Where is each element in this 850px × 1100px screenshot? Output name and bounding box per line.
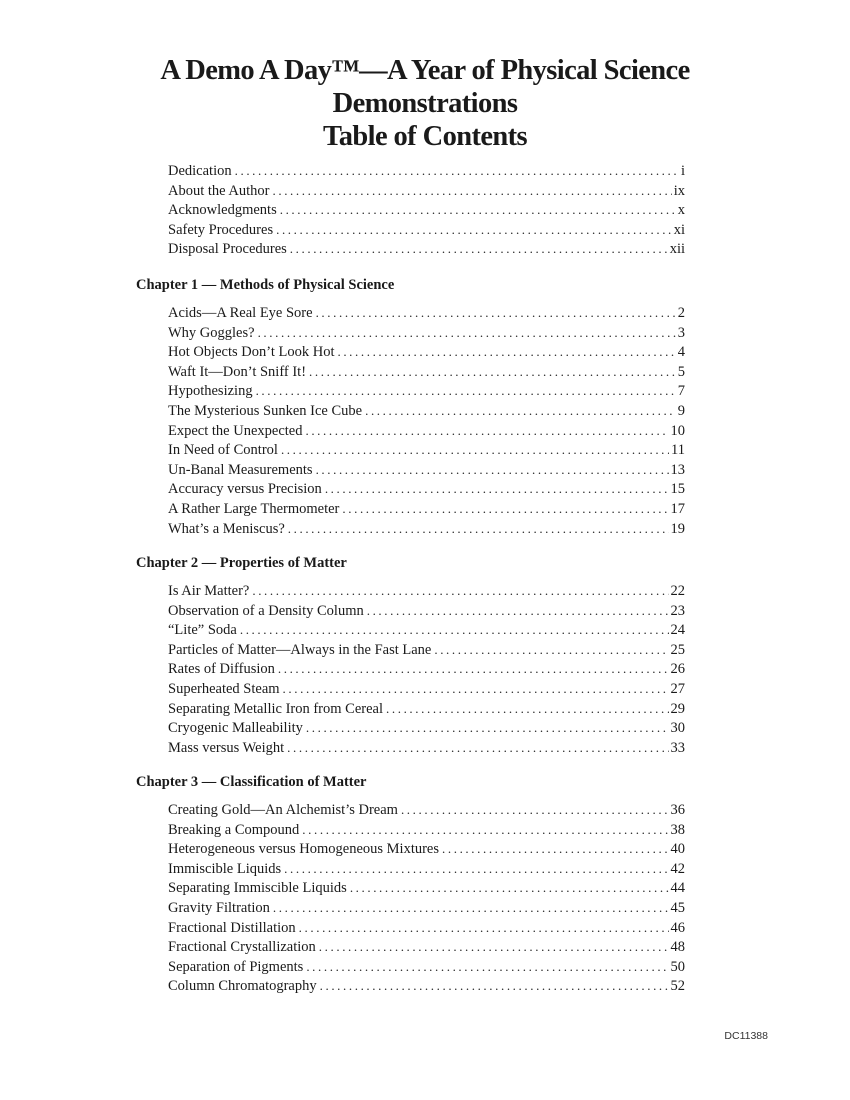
toc-entry xyxy=(168,859,685,879)
dot-leader xyxy=(258,323,676,343)
toc-entry xyxy=(168,679,685,699)
toc-entry xyxy=(168,800,685,820)
toc-page-number: 11 xyxy=(671,442,685,459)
toc-entry-title: Rates of Diffusion xyxy=(168,661,275,678)
dot-leader xyxy=(283,679,669,699)
dot-leader xyxy=(319,937,669,957)
dot-leader xyxy=(235,161,679,181)
toc-entry xyxy=(168,659,685,679)
toc-page-number: 26 xyxy=(670,661,685,678)
dot-leader xyxy=(256,381,676,401)
toc-page-number: 46 xyxy=(670,919,685,936)
toc-page-number: 13 xyxy=(670,461,685,478)
toc-entry-title: Particles of Matter—Always in the Fast Lane xyxy=(168,641,432,658)
toc-entry-title: Separating Immiscible Liquids xyxy=(168,880,347,897)
dot-leader xyxy=(273,181,672,201)
dot-leader xyxy=(342,499,668,519)
toc-entry-title: Expect the Unexpected xyxy=(168,422,303,439)
toc-page-number: 38 xyxy=(670,821,685,838)
dot-leader xyxy=(287,738,668,758)
toc-entry xyxy=(168,479,685,499)
toc-entry xyxy=(168,699,685,719)
dot-leader xyxy=(325,479,669,499)
toc-entry xyxy=(168,381,685,401)
toc-entry-title: Is Air Matter? xyxy=(168,583,250,599)
toc-page-number: 29 xyxy=(670,700,685,717)
dot-leader xyxy=(316,303,676,323)
toc-entry-title: Accuracy versus Precision xyxy=(168,481,322,498)
toc-page-number: i xyxy=(680,163,685,179)
toc-page-number: 17 xyxy=(670,501,685,517)
title-line-1: A Demo A Day™—A Year of Physical Science xyxy=(160,55,690,86)
toc-entry-title: Immiscible Liquids xyxy=(168,860,282,877)
toc-page-number: 52 xyxy=(670,978,685,995)
toc-page-number: 44 xyxy=(670,880,685,897)
toc-entry xyxy=(168,839,685,859)
toc-entry-title: Fractional Crystallization xyxy=(168,939,316,956)
toc-entry-title: Creating Gold—An Alchemist’s Dream xyxy=(168,802,398,818)
dot-leader xyxy=(281,440,669,460)
toc-entry xyxy=(168,878,685,898)
toc-entry-title: Acknowledgments xyxy=(168,202,277,219)
page-title xyxy=(0,54,850,153)
dot-leader xyxy=(288,519,669,539)
dot-leader xyxy=(290,239,668,259)
toc-entry-title: About the Author xyxy=(168,182,270,199)
toc-entry xyxy=(168,342,685,362)
dot-leader xyxy=(434,640,668,660)
toc-entry xyxy=(168,718,685,738)
toc-entry xyxy=(168,581,685,601)
toc-entry-title: Waft It—Don’t Sniff It! xyxy=(168,363,307,380)
toc-page-number: 19 xyxy=(670,520,685,537)
toc-entry xyxy=(168,200,685,220)
toc-page-number: 5 xyxy=(677,363,685,380)
toc-page-number: 50 xyxy=(670,958,685,975)
dot-leader xyxy=(306,718,669,738)
toc-entry xyxy=(168,220,685,240)
toc-page-number: 24 xyxy=(670,622,685,639)
toc-entry-title: Safety Procedures xyxy=(168,221,274,238)
toc-entry xyxy=(168,421,685,441)
toc-entry xyxy=(168,738,685,758)
toc-entry xyxy=(168,239,685,259)
toc-entry xyxy=(168,460,685,480)
dot-leader xyxy=(276,220,672,240)
toc-entry-title: Dedication xyxy=(168,163,232,179)
dot-leader xyxy=(367,601,669,621)
toc-entry-title: Superheated Steam xyxy=(168,681,280,697)
toc-entry-title: Un-Banal Measurements xyxy=(168,461,313,478)
toc-entry xyxy=(168,918,685,938)
toc-entry-title: Hypothesizing xyxy=(168,383,253,400)
toc-page-number: 40 xyxy=(670,841,685,858)
dot-leader xyxy=(305,421,668,441)
toc-entry-title: Breaking a Compound xyxy=(168,821,300,838)
dot-leader xyxy=(365,401,676,421)
dot-leader xyxy=(309,362,676,382)
toc-entry-title: The Mysterious Sunken Ice Cube xyxy=(168,403,363,419)
dot-leader xyxy=(252,581,668,601)
toc-page-number: 48 xyxy=(670,939,685,956)
toc-entry-title: Hot Objects Don’t Look Hot xyxy=(168,344,335,361)
chapter-heading: Chapter 3 — Classification of Matter xyxy=(136,774,367,790)
toc-entry-title: A Rather Large Thermometer xyxy=(168,501,340,517)
toc-entry-title: Acids—A Real Eye Sore xyxy=(168,305,313,321)
toc-page-number: 2 xyxy=(677,305,685,321)
toc-entry xyxy=(168,898,685,918)
toc-page-number: 42 xyxy=(670,860,685,877)
document-code: DC11388 xyxy=(724,1030,768,1042)
dot-leader xyxy=(284,859,668,879)
dot-leader xyxy=(316,460,669,480)
title-line-2: Demonstrations xyxy=(332,88,518,119)
toc-page-number: 30 xyxy=(670,720,685,737)
toc-page-number: 33 xyxy=(670,739,685,756)
dot-leader xyxy=(273,898,669,918)
toc-page-number: x xyxy=(677,202,685,219)
dot-leader xyxy=(306,957,668,977)
toc-entry xyxy=(168,519,685,539)
toc-entry xyxy=(168,161,685,181)
dot-leader xyxy=(240,620,669,640)
toc-entry-title: Separating Metallic Iron from Cereal xyxy=(168,700,384,717)
toc-page-number: 45 xyxy=(670,900,685,916)
toc-entry xyxy=(168,957,685,977)
toc-entry-title: Column Chromatography xyxy=(168,978,317,995)
toc-entry-title: Fractional Distillation xyxy=(168,919,296,936)
toc-page-number: 25 xyxy=(670,641,685,658)
toc-entry-title: Gravity Filtration xyxy=(168,900,270,916)
toc-entry xyxy=(168,440,685,460)
toc-entry-title: Observation of a Density Column xyxy=(168,602,364,619)
toc-entry xyxy=(168,976,685,996)
dot-leader xyxy=(302,820,668,840)
toc-entry-title: Cryogenic Malleability xyxy=(168,720,303,737)
title-line-3: Table of Contents xyxy=(322,121,528,152)
dot-leader xyxy=(299,918,669,938)
dot-leader xyxy=(442,839,668,859)
toc-page-number: 15 xyxy=(670,481,685,498)
dot-leader xyxy=(280,200,676,220)
toc-entry xyxy=(168,499,685,519)
dot-leader xyxy=(350,878,669,898)
dot-leader xyxy=(337,342,675,362)
toc-page-number: 3 xyxy=(677,324,685,341)
toc-page-number: xi xyxy=(673,221,685,238)
toc-page-number: xii xyxy=(669,241,685,258)
dot-leader xyxy=(278,659,669,679)
toc-entry xyxy=(168,601,685,621)
toc-page-number: 4 xyxy=(677,344,685,361)
chapter-heading: Chapter 1 — Methods of Physical Science xyxy=(136,277,395,293)
toc-entry-title: Mass versus Weight xyxy=(168,739,285,756)
toc-entry xyxy=(168,303,685,323)
toc-entry xyxy=(168,640,685,660)
toc-entry-title: Separation of Pigments xyxy=(168,958,304,975)
toc-entry xyxy=(168,620,685,640)
toc-page-number: 27 xyxy=(670,681,685,697)
toc-entry-title: Heterogeneous versus Homogeneous Mixtures xyxy=(168,841,440,858)
toc-page-number: ix xyxy=(673,182,685,199)
toc-page-number: 23 xyxy=(670,602,685,619)
toc-entry xyxy=(168,362,685,382)
toc-entry-title: What’s a Meniscus? xyxy=(168,520,285,537)
dot-leader xyxy=(401,800,669,820)
toc-entry-title: Disposal Procedures xyxy=(168,241,287,258)
toc-page-number: 22 xyxy=(670,583,685,599)
toc-entry-title: “Lite” Soda xyxy=(168,622,237,639)
dot-leader xyxy=(320,976,669,996)
toc-entry-title: In Need of Control xyxy=(168,442,278,459)
toc-page-number: 36 xyxy=(670,802,685,818)
toc-entry xyxy=(168,401,685,421)
toc-entry xyxy=(168,820,685,840)
toc-entry-title: Why Goggles? xyxy=(168,324,255,341)
toc-page-number: 7 xyxy=(677,383,685,400)
toc-entry xyxy=(168,323,685,343)
toc-entry xyxy=(168,181,685,201)
chapter-heading: Chapter 2 — Properties of Matter xyxy=(136,555,347,571)
toc-entry xyxy=(168,937,685,957)
toc-page-number: 9 xyxy=(677,403,685,419)
dot-leader xyxy=(386,699,668,719)
toc-page-number: 10 xyxy=(670,422,685,439)
